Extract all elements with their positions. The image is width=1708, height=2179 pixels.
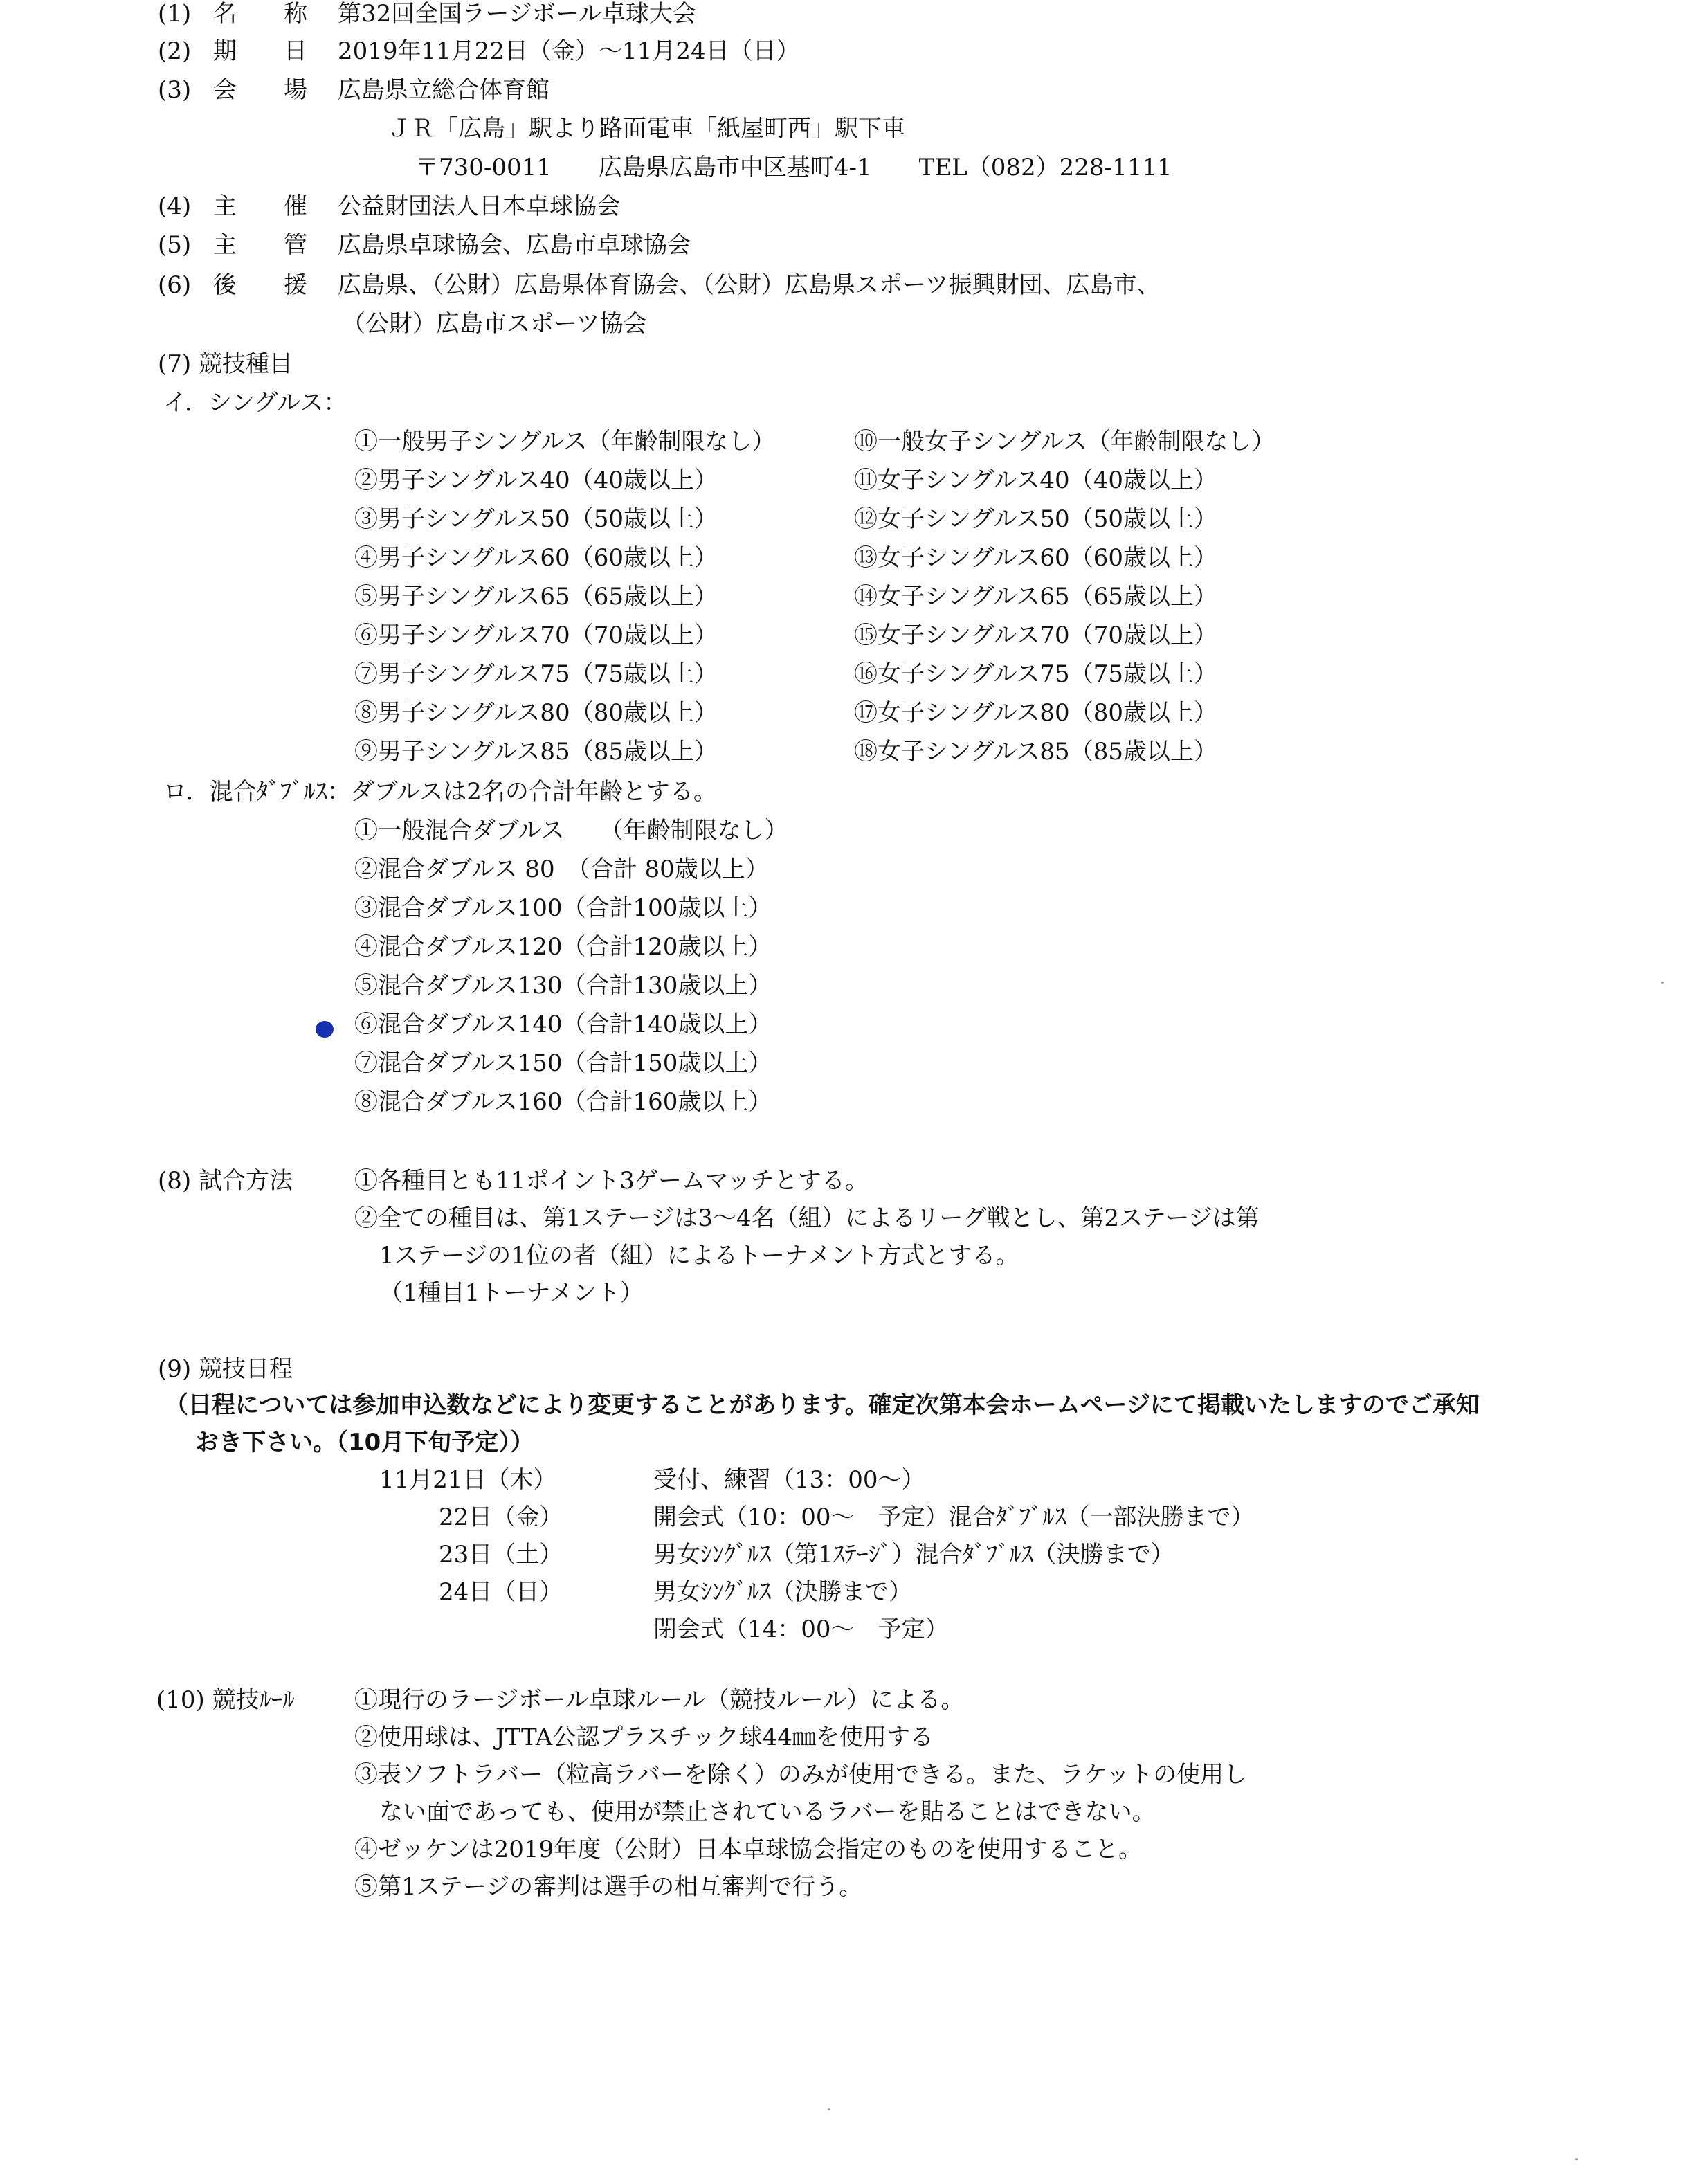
list-item: ⑩一般女子シングルス（年齢制限なし） [854, 428, 1275, 455]
schedule-date: 11月21日（木） [379, 1466, 557, 1494]
section-heading: (7) 競技種目 [158, 350, 293, 378]
schedule-detail: 男女ｼﾝｸﾞﾙｽ（決勝まで） [653, 1578, 912, 1606]
item-label: 会 場 [213, 76, 307, 104]
list-item: ⑤混合ダブルス130（合計130歳以上） [354, 972, 772, 1000]
schedule-date: 23日（土） [439, 1541, 563, 1568]
list-item: ⑦男子シングルス75（75歳以上） [354, 660, 718, 688]
item-number: (4) [158, 192, 192, 220]
event-dates: 2019年11月22日（金）～11月24日（日） [338, 37, 800, 65]
schedule-note-continued: おき下さい。（10月下旬予定）） [195, 1429, 534, 1456]
rule-line: ③表ソフトラバー（粒高ラバーを除く）のみが使用できる。また、ラケットの使用し [354, 1761, 1248, 1789]
schedule-date: 22日（金） [439, 1503, 563, 1531]
list-item: ⑥混合ダブルス140（合計140歳以上） [354, 1011, 772, 1038]
scan-speck [1661, 982, 1664, 984]
list-item: ⑫女子シングルス50（50歳以上） [854, 505, 1217, 533]
schedule-detail: 開会式（10：00～ 予定）混合ﾀﾞﾌﾞﾙｽ（一部決勝まで） [653, 1503, 1255, 1531]
rule-line: ない面であっても、使用が禁止されているラバーを貼ることはできない。 [379, 1798, 1156, 1826]
section-heading: (8) 試合方法 [158, 1167, 293, 1195]
rule-line: ①現行のラージボール卓球ルール（競技ルール）による。 [354, 1686, 965, 1714]
item-number: (2) [158, 37, 192, 65]
schedule-note: （日程については参加申込数などにより変更することがあります。確定次第本会ホームページにて掲載いたしますのでご承知 [165, 1391, 1480, 1419]
list-item: ⑭女子シングルス65（65歳以上） [854, 583, 1217, 611]
item-label: 期 日 [213, 37, 307, 65]
item-label: 主 催 [213, 192, 307, 220]
list-item: ⑦混合ダブルス150（合計150歳以上） [354, 1049, 772, 1077]
method-line: （1種目1トーナメント） [379, 1279, 644, 1307]
venue-name: 広島県立総合体育館 [338, 76, 549, 104]
list-item: ⑰女子シングルス80（80歳以上） [854, 699, 1217, 727]
list-item: ③混合ダブルス100（合計100歳以上） [354, 894, 772, 922]
list-item: ⑪女子シングルス40（40歳以上） [854, 467, 1217, 494]
method-line: ②全ての種目は、第1ステージは3～4名（組）によるリーグ戦とし、第2ステージは第 [354, 1204, 1260, 1232]
item-number: (1) [158, 0, 192, 28]
list-item: ④混合ダブルス120（合計120歳以上） [354, 933, 772, 961]
item-label: 主 管 [213, 231, 307, 259]
list-item: ⑨男子シングルス85（85歳以上） [354, 738, 718, 766]
rule-line: ④ゼッケンは2019年度（公財）日本卓球協会指定のものを使用すること。 [354, 1836, 1143, 1863]
item-number: (5) [158, 231, 192, 259]
venue-access: ＪＲ「広島」駅より路面電車「紙屋町西」駅下車 [388, 115, 905, 143]
list-item: ⑧混合ダブルス160（合計160歳以上） [354, 1088, 772, 1116]
scan-speck [1575, 2158, 1578, 2160]
list-item: ⑮女子シングルス70（70歳以上） [854, 622, 1217, 649]
schedule-detail: 閉会式（14：00～ 予定） [653, 1616, 949, 1643]
list-item: ⑯女子シングルス75（75歳以上） [854, 660, 1217, 688]
scan-speck [828, 2108, 830, 2110]
method-line: 1ステージの1位の者（組）によるトーナメント方式とする。 [379, 1242, 1019, 1269]
management: 広島県卓球協会、広島市卓球協会 [338, 231, 691, 259]
list-item: ⑬女子シングルス60（60歳以上） [854, 544, 1217, 572]
venue-address: 〒730-0011 広島県広島市中区基町4-1 TEL（082）228-1111 [415, 154, 1172, 181]
singles-heading: イ．シングルス： [163, 389, 347, 417]
schedule-date: 24日（日） [439, 1578, 563, 1606]
event-title: 第32回全国ラージボール卓球大会 [338, 0, 696, 28]
list-item: ⑤男子シングルス65（65歳以上） [354, 583, 718, 611]
list-item: ②男子シングルス40（40歳以上） [354, 467, 718, 494]
section-heading: (10) 競技ﾙｰﾙ [156, 1686, 295, 1714]
schedule-detail: 受付、練習（13：00～） [653, 1466, 925, 1494]
list-item: ⑱女子シングルス85（85歳以上） [854, 738, 1217, 766]
doubles-heading: ロ．混合ﾀﾞﾌﾞﾙｽ：ダブルスは2名の合計年齢とする。 [163, 778, 717, 806]
item-number: (3) [158, 76, 192, 104]
list-item: ①一般混合ダブルス （年齢制限なし） [354, 817, 788, 844]
list-item: ③男子シングルス50（50歳以上） [354, 505, 718, 533]
item-label: 名 称 [213, 0, 307, 28]
schedule-detail: 男女ｼﾝｸﾞﾙｽ（第1ｽﾃｰｼﾞ）混合ﾀﾞﾌﾞﾙｽ（決勝まで） [653, 1541, 1174, 1568]
section-heading: (9) 競技日程 [158, 1355, 293, 1383]
sponsors-continued: （公財）広島市スポーツ協会 [342, 310, 647, 338]
rule-line: ⑤第1ステージの審判は選手の相互審判で行う。 [354, 1873, 863, 1901]
list-item: ⑥男子シングルス70（70歳以上） [354, 622, 718, 649]
rule-line: ②使用球は、JTTA公認プラスチック球44㎜を使用する [354, 1724, 934, 1751]
item-number: (6) [158, 271, 192, 299]
list-item: ①一般男子シングルス（年齢制限なし） [354, 428, 776, 455]
list-item: ②混合ダブルス 80 （合計 80歳以上） [354, 856, 769, 883]
sponsors: 広島県、（公財）広島県体育協会、（公財）広島県スポーツ振興財団、広島市、 [338, 271, 1161, 299]
item-label: 後 援 [213, 271, 307, 299]
list-item: ⑧男子シングルス80（80歳以上） [354, 699, 718, 727]
method-line: ①各種目とも11ポイント3ゲームマッチとする。 [354, 1167, 869, 1195]
blue-dot-marker [316, 1021, 334, 1038]
list-item: ④男子シングルス60（60歳以上） [354, 544, 718, 572]
organizer: 公益財団法人日本卓球協会 [338, 192, 620, 220]
